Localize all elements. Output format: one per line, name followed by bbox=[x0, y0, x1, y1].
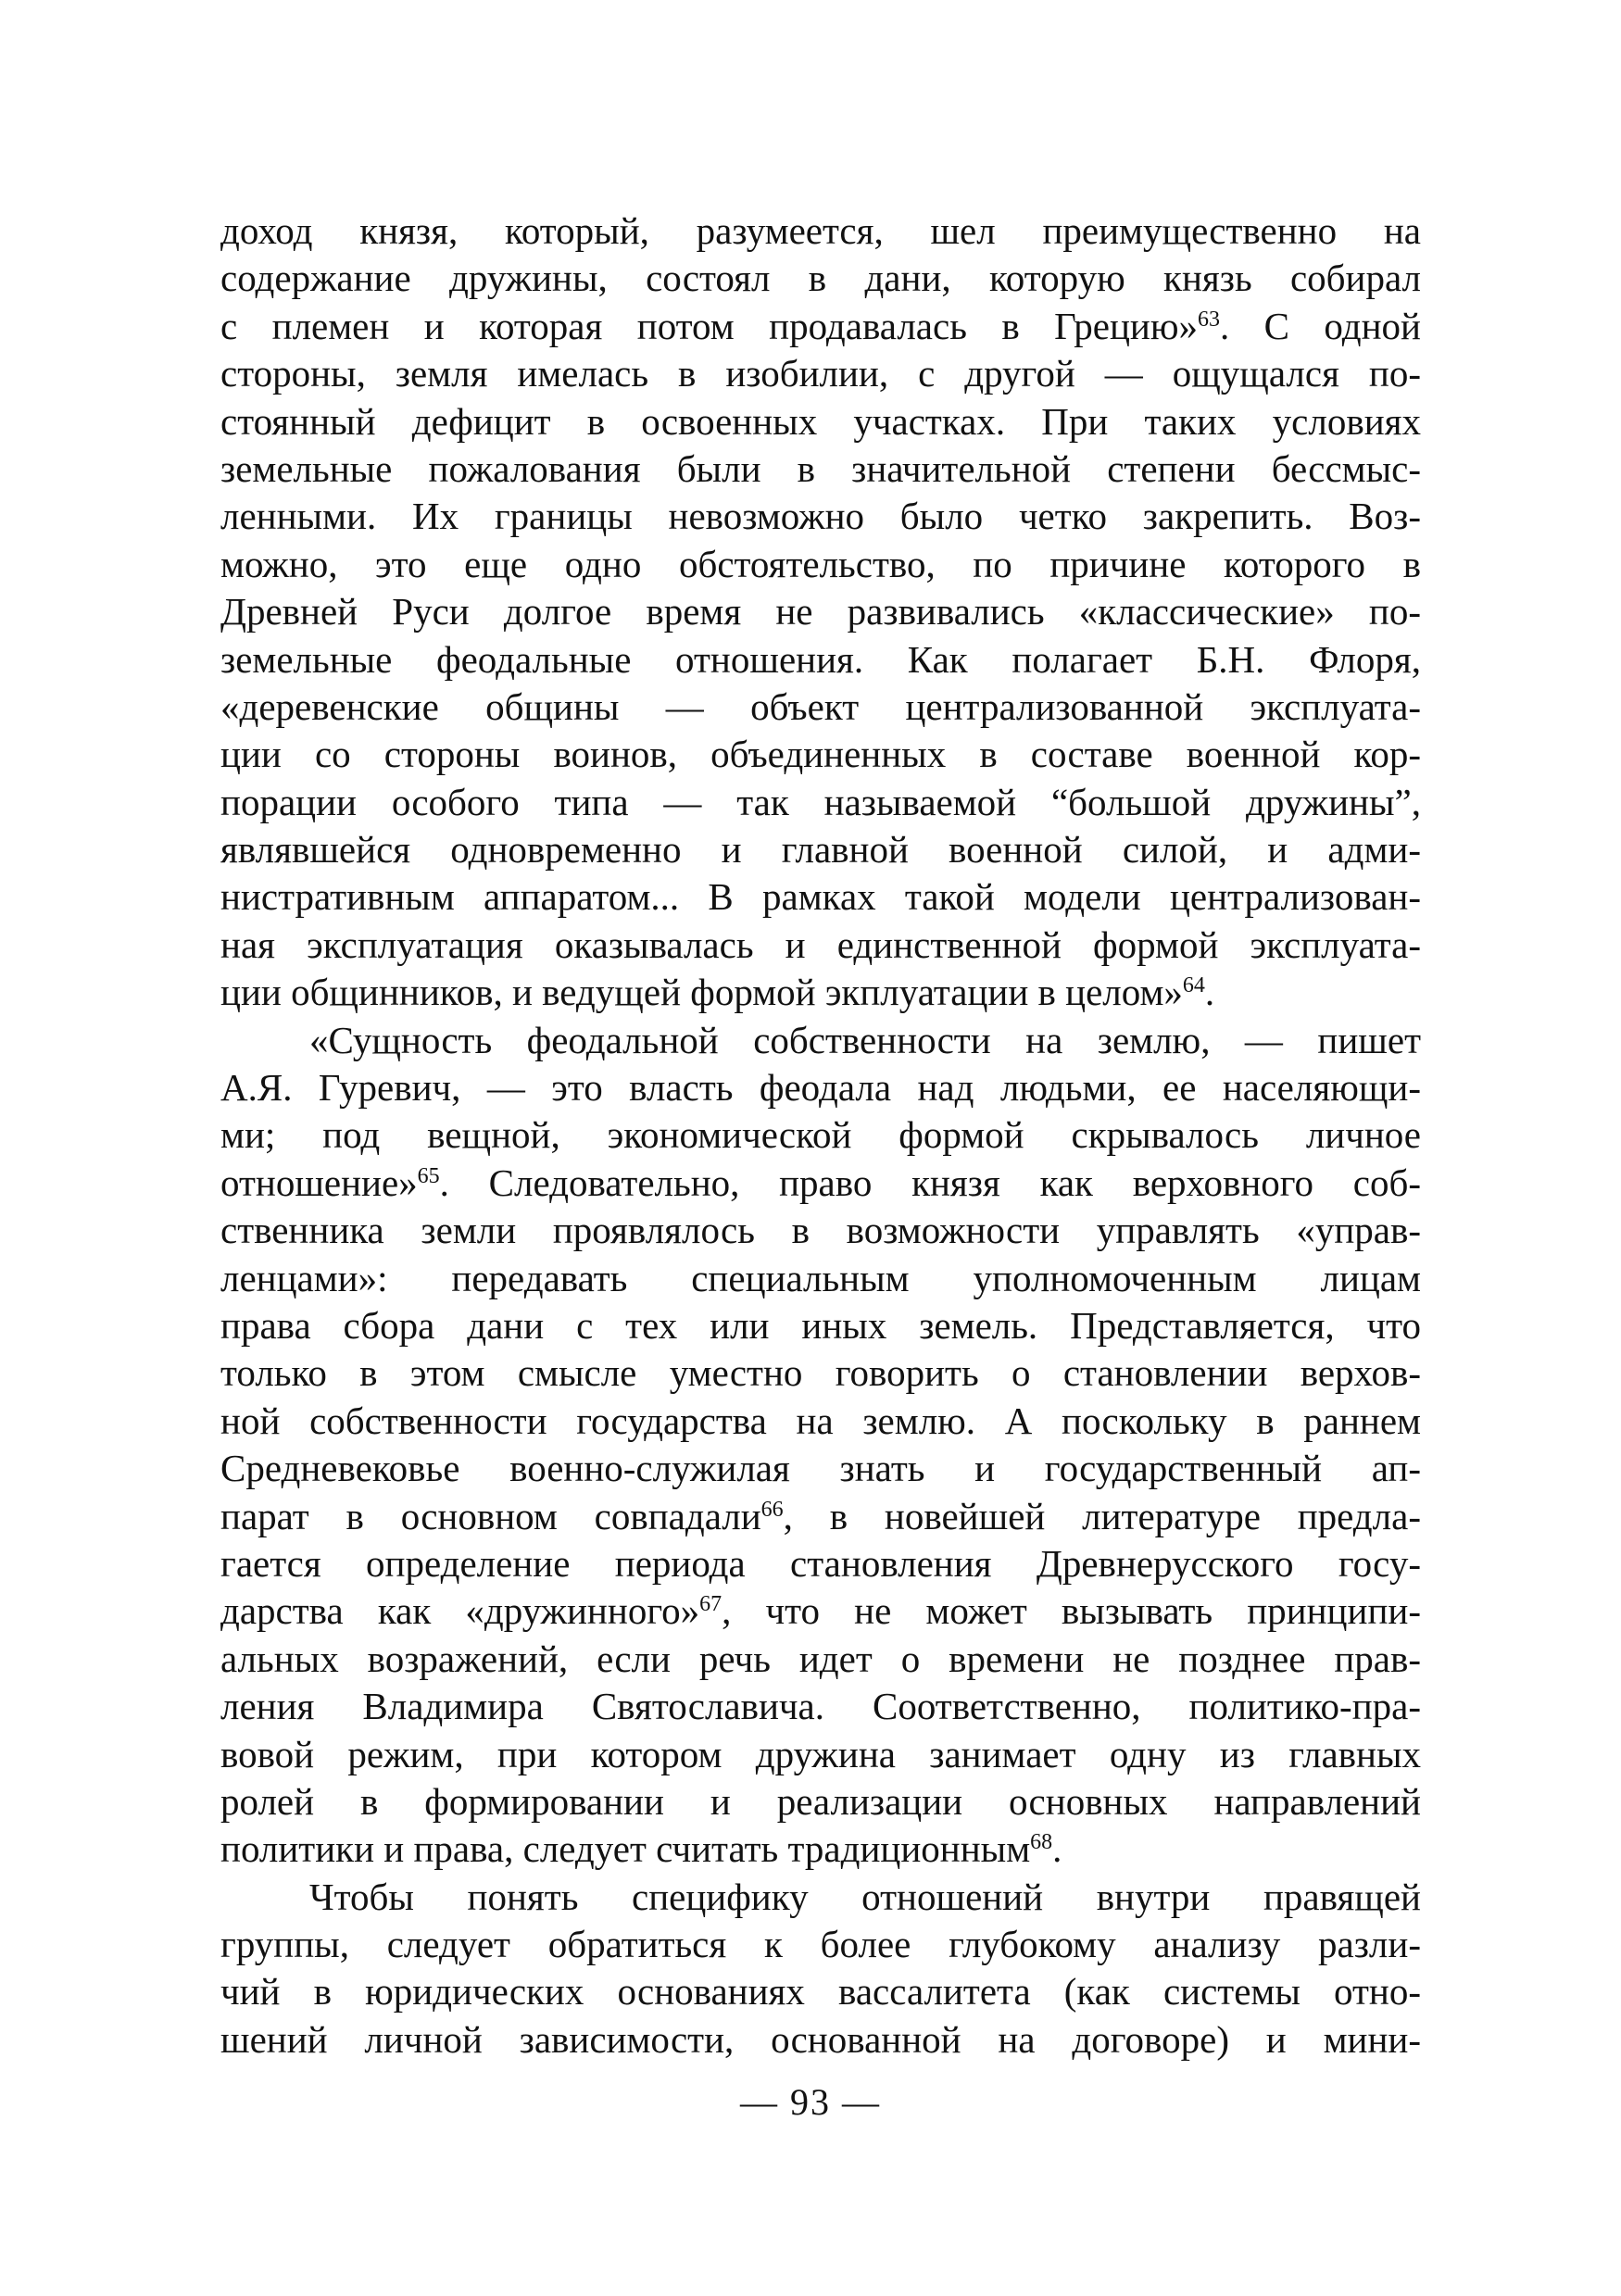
text-line-content: ленцами»: передавать специальным уполномоченным лицам bbox=[220, 1256, 1421, 1299]
text-line-content: ственника земли проявлялось в возможности управлять «управ- bbox=[220, 1209, 1421, 1252]
text-line bbox=[220, 1207, 1421, 1254]
text-line bbox=[220, 1636, 1421, 1683]
text-line-content: парат в основном совпадали bbox=[220, 1494, 761, 1537]
text-line bbox=[220, 588, 1421, 635]
text-line bbox=[220, 1731, 1421, 1778]
text-line bbox=[220, 1874, 1421, 1921]
text-line-content: содержание дружины, состоял в дани, которую князь собирал bbox=[220, 257, 1421, 300]
text-line-content: ролей в формировании и реализации основных направлений bbox=[220, 1779, 1421, 1823]
text-line-content: являвшейся одновременно и главной военной силой, и адми- bbox=[220, 828, 1421, 872]
text-line bbox=[220, 636, 1421, 684]
text-line bbox=[220, 922, 1421, 969]
text-line-content: чий в юридических основаниях вассалитета (как системы отно- bbox=[220, 1970, 1421, 2014]
text-line bbox=[220, 255, 1421, 302]
text-line bbox=[220, 207, 1421, 255]
text-line bbox=[220, 1017, 1421, 1064]
text-line bbox=[220, 541, 1421, 588]
text-line-tail: , что не может вызывать принципи- bbox=[722, 1589, 1421, 1633]
footnote-ref: 64 bbox=[1182, 973, 1205, 998]
footnote-ref: 68 bbox=[1030, 1830, 1053, 1855]
text-line-content: ная эксплуатация оказывалась и единственной формой эксплуата- bbox=[220, 922, 1421, 966]
text-line bbox=[220, 969, 1421, 1016]
text-line-content: Древней Руси долгое время не развивались «классические» по- bbox=[220, 590, 1421, 634]
text-line bbox=[220, 1826, 1421, 1873]
text-line-content: земельные феодальные отношения. Как полагает Б.Н. Флоря, bbox=[220, 637, 1421, 681]
text-line bbox=[220, 1398, 1421, 1445]
text-line-tail: , в новейшей литературе предла- bbox=[783, 1494, 1421, 1537]
text-line-content: стороны, земля имелась в изобилии, с другой — ощущался по- bbox=[220, 352, 1421, 395]
text-line-content: дарства как «дружинного» bbox=[220, 1589, 700, 1633]
text-line bbox=[220, 1160, 1421, 1207]
text-line-content: вовой режим, при котором дружина занимает одну из главных bbox=[220, 1732, 1421, 1775]
text-line bbox=[220, 1587, 1421, 1635]
text-line bbox=[220, 684, 1421, 731]
text-line bbox=[220, 1445, 1421, 1492]
text-line-content: стоянный дефицит в освоенных участках. При таких условиях bbox=[220, 399, 1421, 443]
text-line-content: группы, следует обратиться к более глубокому анализу разли- bbox=[220, 1923, 1421, 1966]
text-line-tail: . Следовательно, право князя как верховного соб- bbox=[439, 1161, 1421, 1204]
text-line bbox=[220, 1064, 1421, 1111]
text-line-content: ции общинников, и ведущей формой экплуатации в целом» bbox=[220, 971, 1183, 1014]
text-line bbox=[220, 445, 1421, 493]
text-line-content: с племен и которая потом продавалась в Грецию» bbox=[220, 304, 1198, 347]
text-line bbox=[220, 779, 1421, 826]
text-line bbox=[220, 493, 1421, 540]
text-line-content: «Сущность феодальной собственности на землю, — пишет bbox=[309, 1018, 1421, 1061]
text-line-content: А.Я. Гуревич, — это власть феодала над людьми, ее населяющи- bbox=[220, 1066, 1421, 1110]
body-text bbox=[220, 207, 1421, 2064]
text-line-content: ленными. Их границы невозможно было четко закрепить. Воз- bbox=[220, 495, 1421, 538]
text-line bbox=[220, 1255, 1421, 1302]
text-line bbox=[220, 1921, 1421, 1968]
text-line-tail: . bbox=[1052, 1827, 1062, 1871]
text-line bbox=[220, 1493, 1421, 1540]
text-line bbox=[220, 1349, 1421, 1397]
footnote-ref: 63 bbox=[1197, 307, 1220, 332]
text-line-content: можно, это еще одно обстоятельство, по причине которого в bbox=[220, 542, 1421, 585]
text-line-content: альных возражений, если речь идет о времени не позднее прав- bbox=[220, 1637, 1421, 1680]
text-line-content: гается определение периода становления Древнерусского госу- bbox=[220, 1541, 1421, 1585]
text-line bbox=[220, 1540, 1421, 1587]
text-line bbox=[220, 731, 1421, 778]
text-line-content: права сбора дани с тех или иных земель. Представляется, что bbox=[220, 1303, 1421, 1347]
text-line-content: ми; под вещной, экономической формой скрывалось личное bbox=[220, 1113, 1421, 1157]
text-line-content: шений личной зависимости, основанной на договоре) и мини- bbox=[220, 2017, 1421, 2061]
text-line bbox=[220, 1683, 1421, 1730]
page-number: — 93 — bbox=[740, 2081, 881, 2123]
text-line bbox=[220, 398, 1421, 445]
text-line bbox=[220, 1111, 1421, 1159]
text-line-content: «деревенские общины — объект централизованной эксплуата- bbox=[220, 684, 1421, 728]
text-line-content: земельные пожалования были в значительной степени бессмыс- bbox=[220, 446, 1421, 490]
footnote-ref: 66 bbox=[760, 1497, 784, 1522]
footnote-ref: 67 bbox=[699, 1592, 723, 1617]
text-line bbox=[220, 303, 1421, 350]
text-line bbox=[220, 1302, 1421, 1349]
footnote-ref: 65 bbox=[417, 1163, 440, 1188]
text-line bbox=[220, 873, 1421, 921]
text-line bbox=[220, 1968, 1421, 2015]
text-line-content: только в этом смысле уместно говорить о становлении верхов- bbox=[220, 1351, 1421, 1395]
text-line-content: доход князя, который, разумеется, шел преимущественно на bbox=[220, 209, 1421, 252]
text-line-content: политики и права, следует считать традиционным bbox=[220, 1827, 1031, 1871]
text-line bbox=[220, 2016, 1421, 2064]
text-line bbox=[220, 1778, 1421, 1826]
text-line bbox=[220, 350, 1421, 397]
text-line bbox=[220, 826, 1421, 873]
text-line-content: Чтобы понять специфику отношений внутри правящей bbox=[309, 1875, 1421, 1918]
text-line-content: отношение» bbox=[220, 1161, 418, 1204]
text-line-tail: . bbox=[1204, 971, 1215, 1014]
text-line-content: Средневековье военно-служилая знать и государственный ап- bbox=[220, 1447, 1421, 1490]
text-line-content: порации особого типа — так называемой “большой дружины”, bbox=[220, 780, 1421, 823]
text-line-content: нистративным аппаратом... В рамках такой модели централизован- bbox=[220, 875, 1421, 919]
text-line-content: ции со стороны воинов, объединенных в составе военной кор- bbox=[220, 733, 1421, 776]
text-line-tail: . С одной bbox=[1219, 304, 1421, 347]
text-line-content: ления Владимира Святославича. Соответственно, политико-пра- bbox=[220, 1685, 1421, 1728]
text-line-content: ной собственности государства на землю. А поскольку в раннем bbox=[220, 1399, 1421, 1442]
